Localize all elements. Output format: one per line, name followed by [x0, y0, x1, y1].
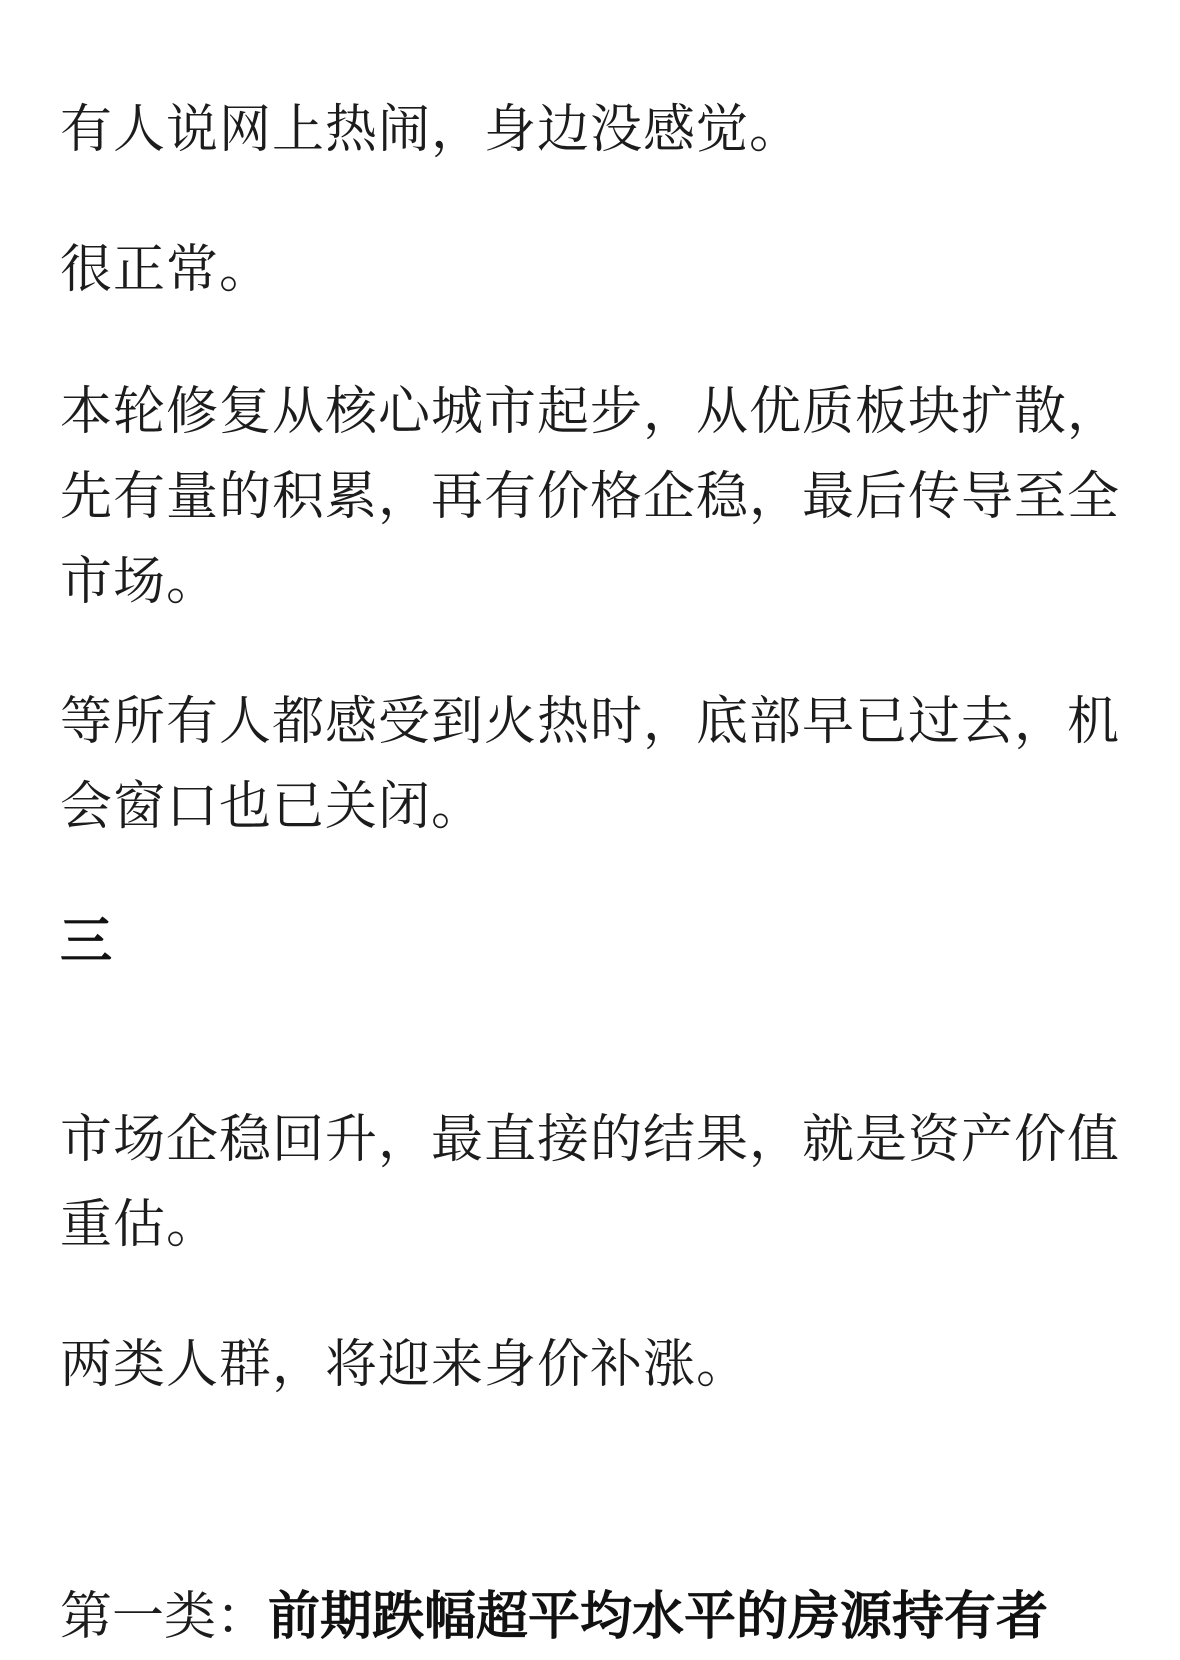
paragraph-6: 两类人群，将迎来身价补涨。 — [60, 1335, 750, 1395]
paragraph-2: 很正常。 — [60, 240, 273, 300]
paragraph-4: 等所有人都感受到火热时，底部早已过去，机会窗口也已关闭。 — [60, 692, 1121, 837]
paragraph-1: 有人说网上热闹，身边没感觉。 — [60, 100, 803, 160]
paragraph-5: 市场企稳回升，最直接的结果，就是资产价值重估。 — [60, 1110, 1121, 1255]
category-prefix: 第一类： — [60, 1587, 269, 1647]
category-title: 前期跌幅超平均水平的房源持有者 — [268, 1587, 1049, 1647]
category-line — [60, 1575, 1048, 1660]
section-heading: 三 — [60, 912, 113, 972]
paragraph-3: 本轮修复从核心城市起步，从优质板块扩散，先有量的积累，再有价格企稳，最后传导至全市场。 — [60, 382, 1121, 612]
